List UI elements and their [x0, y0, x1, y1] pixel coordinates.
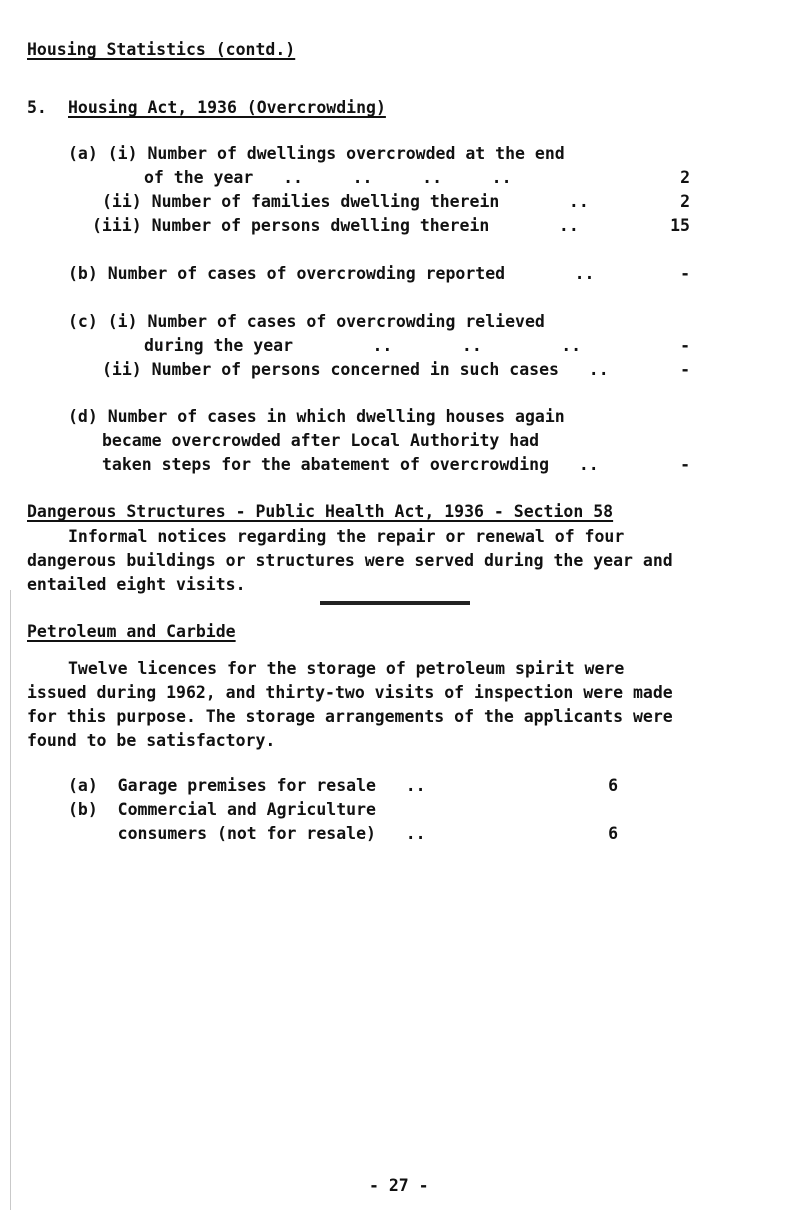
section-number: 5.: [27, 98, 47, 117]
petroleum-text-line1: Twelve licences for the storage of petroleum spirit were: [68, 659, 625, 678]
item-b-value: -: [680, 264, 690, 283]
item-a-ii: (ii) Number of families dwelling therein ..: [102, 192, 589, 211]
item-a-iii-value: 15: [670, 216, 690, 235]
item-a-i-line1: (a) (i) Number of dwellings overcrowded at the end: [68, 144, 565, 163]
item-c-i-line1: (c) (i) Number of cases of overcrowding relieved: [68, 312, 545, 331]
section-title-housing-act: Housing Act, 1936 (Overcrowding): [68, 98, 386, 117]
section-title-petroleum: Petroleum and Carbide: [27, 622, 236, 641]
item-d-value: -: [680, 455, 690, 474]
dangerous-text-line2: dangerous buildings or structures were served during the year and: [27, 551, 673, 570]
petroleum-item-a-value: 6: [608, 776, 618, 795]
petroleum-item-b-line1: (b) Commercial and Agriculture: [68, 800, 376, 819]
item-b: (b) Number of cases of overcrowding reported ..: [68, 264, 595, 283]
dangerous-text-line1: Informal notices regarding the repair or renewal of four: [68, 527, 625, 546]
item-a-i-value: 2: [680, 168, 690, 187]
petroleum-item-b-line2: consumers (not for resale) ..: [68, 824, 426, 843]
item-c-ii: (ii) Number of persons concerned in such cases ..: [102, 360, 609, 379]
page-number: - 27 -: [369, 1176, 429, 1195]
petroleum-item-b-value: 6: [608, 824, 618, 843]
section-divider: [320, 601, 470, 605]
dangerous-text-line3: entailed eight visits.: [27, 575, 246, 594]
petroleum-text-line4: found to be satisfactory.: [27, 731, 276, 750]
item-a-i-line2: of the year .. .. .. ..: [144, 168, 512, 187]
item-d-line1: (d) Number of cases in which dwelling houses again: [68, 407, 565, 426]
item-c-i-value: -: [680, 336, 690, 355]
petroleum-item-a: (a) Garage premises for resale ..: [68, 776, 426, 795]
item-c-ii-value: -: [680, 360, 690, 379]
petroleum-text-line2: issued during 1962, and thirty-two visits of inspection were made: [27, 683, 673, 702]
margin-line: [10, 590, 11, 1210]
item-d-line3: taken steps for the abatement of overcrowding ..: [102, 455, 599, 474]
page-heading: Housing Statistics (contd.): [27, 40, 296, 59]
section-title-dangerous-structures: Dangerous Structures - Public Health Act, 1936 - Section 58: [27, 502, 614, 521]
item-d-line2: became overcrowded after Local Authority had: [102, 431, 540, 450]
petroleum-text-line3: for this purpose. The storage arrangements of the applicants were: [27, 707, 673, 726]
item-a-iii: (iii) Number of persons dwelling therein ..: [92, 216, 579, 235]
item-c-i-line2: during the year .. .. ..: [144, 336, 582, 355]
item-a-ii-value: 2: [680, 192, 690, 211]
